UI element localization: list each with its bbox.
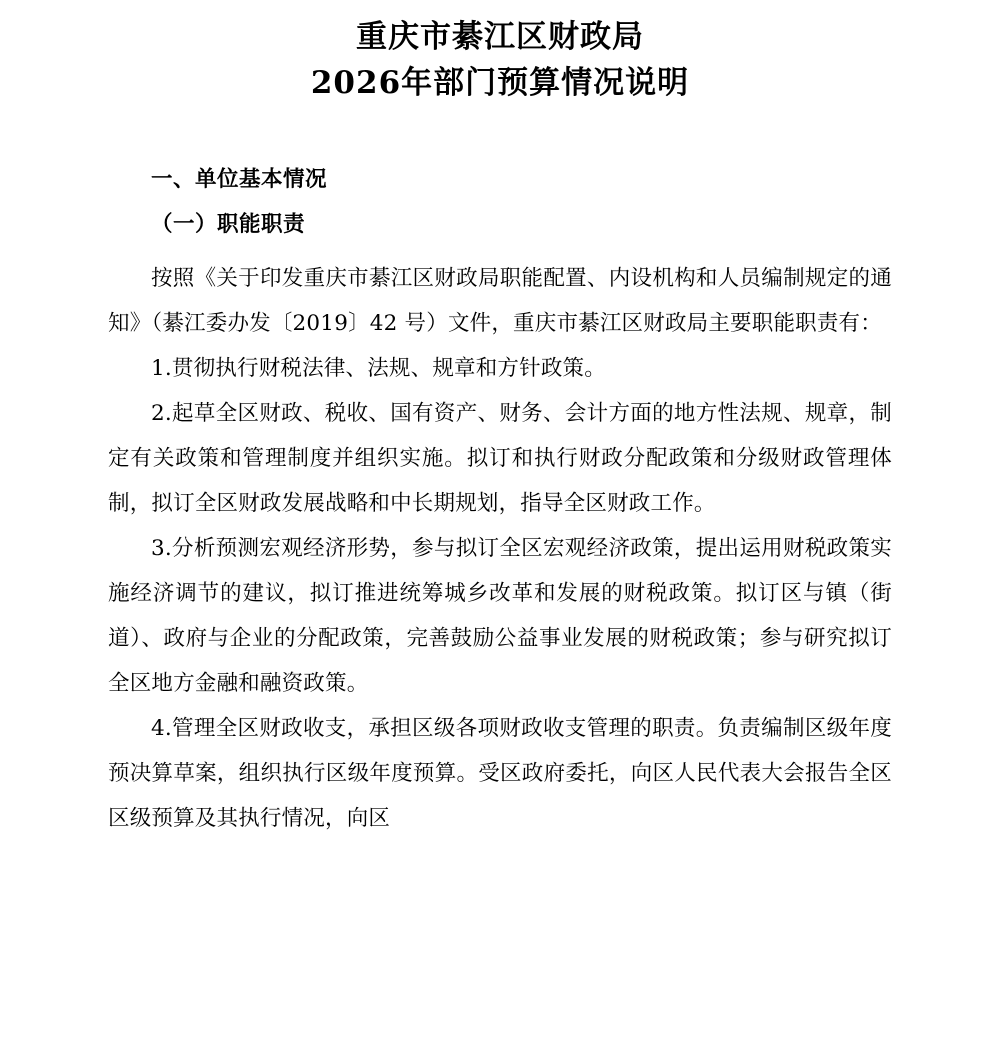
title-line-2: 2026年部门预算情况说明	[310, 65, 690, 101]
paragraph-intro: 按照《关于印发重庆市綦江区财政局职能配置、内设机构和人员编制规定的通知》（綦江委办发〔2019〕42 号）文件，重庆市綦江区财政局主要职能职责有：	[108, 266, 892, 336]
paragraph-item-4: 4.管理全区财政收支，承担区级各项财政收支管理的职责。负责编制区级年度预决算草案，组织执行区级年度预算。受区政府委托，向区人民代表大会报告全区区级预算及其执行情况，向区	[108, 716, 892, 831]
paragraph-item-3: 3.分析预测宏观经济形势，参与拟订全区宏观经济政策，提出运用财税政策实施经济调节的建议，拟订推进统筹城乡改革和发展的财税政策。拟订区与镇（街道）、政府与企业的分配政策，完善鼓励公益事业发展的财税政策；参与研究拟订全区地方金融和融资政策。	[108, 536, 892, 696]
page-title	[108, 14, 892, 106]
subsection-heading-duties: （一）职能职责	[151, 212, 306, 237]
title-line-1: 重庆市綦江区财政局	[356, 19, 644, 55]
section-heading-basic-info: 一、单位基本情况	[151, 167, 328, 192]
paragraph-item-1: 1.贯彻执行财税法律、法规、规章和方针政策。	[151, 356, 606, 381]
paragraph-item-2: 2.起草全区财政、税收、国有资产、财务、会计方面的地方性法规、规章，制定有关政策和管理制度并组织实施。拟订和执行财政分配政策和分级财政管理体制，拟订全区财政发展战略和中长期规划，指导全区财政工作。	[108, 401, 892, 516]
title-spacer	[108, 106, 892, 164]
